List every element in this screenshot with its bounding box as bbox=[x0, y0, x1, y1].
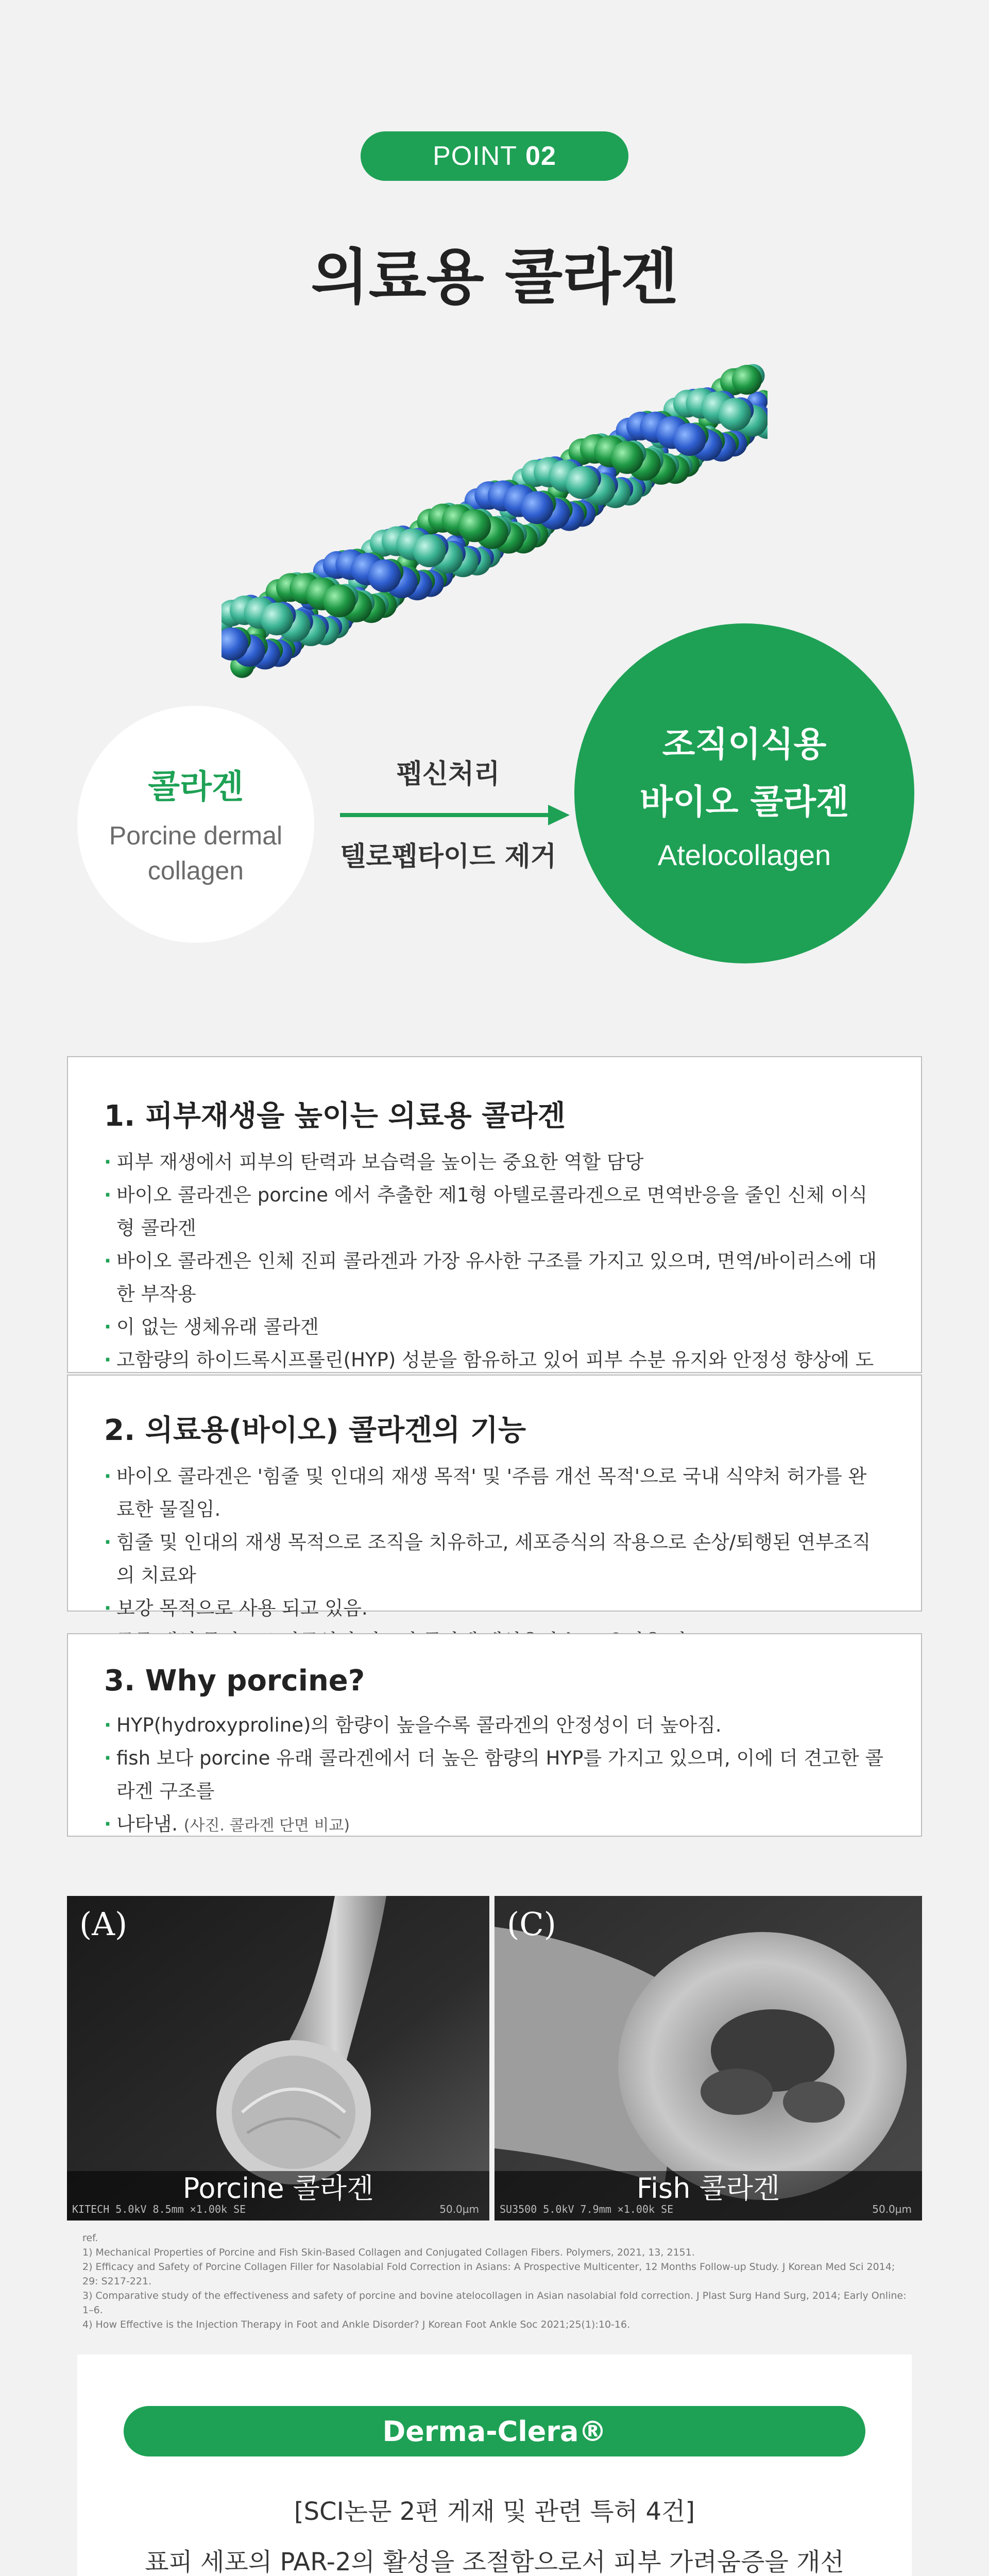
info-box-title: 1. 피부재생을 높이는 의료용 콜라겐 bbox=[104, 1099, 566, 1133]
point-label: POINT bbox=[433, 141, 518, 171]
list-item: · 바이오 콜라겐은 인체 진피 콜라겐과 가장 유사한 구조를 가지고 있으며, 면역/바이러스에 대한 부작용 bbox=[104, 1245, 885, 1311]
molecule-atom bbox=[673, 423, 706, 456]
molecule-atom bbox=[458, 510, 491, 543]
sem-scale: 50.0µm bbox=[439, 2203, 479, 2215]
list-item: · 고함량의 하이드록시프롤린(HYP) 성분을 함유하고 있어 피부 수분 유지와 안정성 향상에 도 bbox=[104, 1344, 885, 1410]
porcine-collagen-sem-image bbox=[67, 1896, 489, 2221]
process-top-label: 펩신처리 bbox=[396, 759, 500, 790]
porcine-label-line1: Porcine dermal bbox=[109, 821, 283, 850]
reference-item: 4) How Effective is the Injection Therapy in Foot and Ankle Disorder? J Korean Foot Ankle Soc 2021;25(1):10-16. bbox=[82, 2319, 630, 2330]
sem-scale: 50.0µm bbox=[872, 2203, 912, 2215]
arrow-right-icon bbox=[340, 800, 572, 831]
sem-meta: KITECH 5.0kV 8.5mm ×1.00k SE bbox=[72, 2203, 246, 2215]
ingredient-card-derma-clera bbox=[77, 2354, 912, 2576]
image-tag: (C) bbox=[507, 1905, 556, 1943]
info-box-skin-regeneration bbox=[67, 1056, 922, 1373]
molecule-atom bbox=[413, 534, 446, 567]
molecule-atom bbox=[732, 365, 762, 395]
list-item: · 보강 목적으로 사용 되고 있음. bbox=[104, 1592, 885, 1625]
list-item: · HYP(hydroxyproline)의 함량이 높을수록 콜라겐의 안정성이 더 높아짐. bbox=[104, 1709, 885, 1742]
photo-note: (사진. 콜라겐 단면 비교) bbox=[183, 1817, 350, 1835]
list-item: · 바이오 콜라겐은 porcine 에서 추출한 제1형 아텔로콜라겐으로 면역반응을 줄인 신체 이식형 콜라겐 bbox=[104, 1179, 885, 1245]
reference-item: ref. bbox=[82, 2232, 98, 2244]
molecule-atom bbox=[521, 491, 554, 524]
molecule-atom bbox=[261, 602, 294, 635]
molecule-atom bbox=[566, 466, 599, 499]
card-line: [SCI논문 2편 게재 및 관련 특허 4건] bbox=[294, 2497, 695, 2526]
reference-item: 3) Comparative study of the effectiveness and safety of porcine and bovine atelocollagen in Asian nasolabial fold correction. J Plast Surg Hand Surg, 2014; Early Online: 1–6. bbox=[82, 2290, 907, 2316]
list-item: · 이 없는 생체유래 콜라겐 bbox=[104, 1311, 885, 1344]
image-caption: Fish 콜라겐 bbox=[636, 2172, 780, 2205]
list-item: · 바이오 콜라겐은 '힘줄 및 인대의 재생 목적' 및 '주름 개선 목적'으로 국내 식약처 허가를 완료한 물질임. bbox=[104, 1460, 885, 1526]
molecule-atom bbox=[611, 441, 644, 474]
image-caption: Porcine 콜라겐 bbox=[182, 2172, 374, 2205]
porcine-label-line2: collagen bbox=[147, 856, 244, 885]
info-box-bio-collagen-function bbox=[67, 1375, 922, 1619]
list-item-text: 나타냄. bbox=[116, 1813, 178, 1835]
list-item: · fish 보다 porcine 유래 콜라겐에서 더 높은 함량의 HYP를 가지고 있으며, 이에 더 견고한 콜라겐 구조를 bbox=[104, 1742, 885, 1808]
info-box-title: 2. 의료용(바이오) 콜라겐의 기능 bbox=[104, 1414, 526, 1447]
collagen-label: 콜라겐 bbox=[148, 768, 244, 806]
molecule-atom bbox=[368, 560, 401, 592]
atelo-en-label: Atelocollagen bbox=[657, 838, 831, 871]
ingredient-pill: Derma-Clera® bbox=[124, 2406, 865, 2456]
list-item bbox=[104, 1808, 885, 1842]
image-tag: (A) bbox=[79, 1905, 128, 1943]
atelo-kr-line2: 바이오 콜라겐 bbox=[640, 782, 849, 822]
list-item: · 피부 재생에서 피부의 탄력과 보습력을 높이는 중요한 역할 담당 bbox=[104, 1146, 885, 1179]
sem-meta: SU3500 5.0kV 7.9mm ×1.00k SE bbox=[500, 2203, 674, 2215]
molecule-atom bbox=[718, 398, 751, 431]
fish-collagen-sem-image bbox=[494, 1896, 922, 2221]
atelo-kr-line1: 조직이식용 bbox=[662, 724, 827, 764]
info-box-title: 3. Why porcine? bbox=[104, 1664, 365, 1698]
point-badge bbox=[361, 131, 628, 181]
list-item: · 힘줄 및 인대의 재생 목적으로 조직을 치유하고, 세포증식의 작용으로 손상/퇴행된 연부조직의 치료와 bbox=[104, 1526, 885, 1592]
page-title: 의료용 콜라겐 bbox=[311, 243, 678, 312]
atelocollagen-circle bbox=[574, 623, 914, 963]
info-box-why-porcine bbox=[67, 1633, 922, 1837]
molecule-atom bbox=[323, 584, 356, 617]
porcine-collagen-circle bbox=[77, 706, 314, 943]
references bbox=[82, 2231, 907, 2332]
reference-item: 1) Mechanical Properties of Porcine and Fish Skin-Based Collagen and Conjugated Collagen Fibers. Polymers, 2021, 13, 2151. bbox=[82, 2247, 695, 2258]
process-bottom-label: 텔로펩타이드 제거 bbox=[340, 841, 556, 872]
card-line: 표피 세포의 PAR-2의 활성을 조절함으로서 피부 가려움증을 개선 bbox=[145, 2548, 844, 2576]
reference-item: 2) Efficacy and Safety of Porcine Collagen Filler for Nasolabial Fold Correction in Asians: A Prospective Multicenter, 12 Months Follow-up Study. J Korean Med Sci 2014; 29: S217-221. bbox=[82, 2261, 895, 2287]
point-number: 02 bbox=[525, 141, 556, 171]
